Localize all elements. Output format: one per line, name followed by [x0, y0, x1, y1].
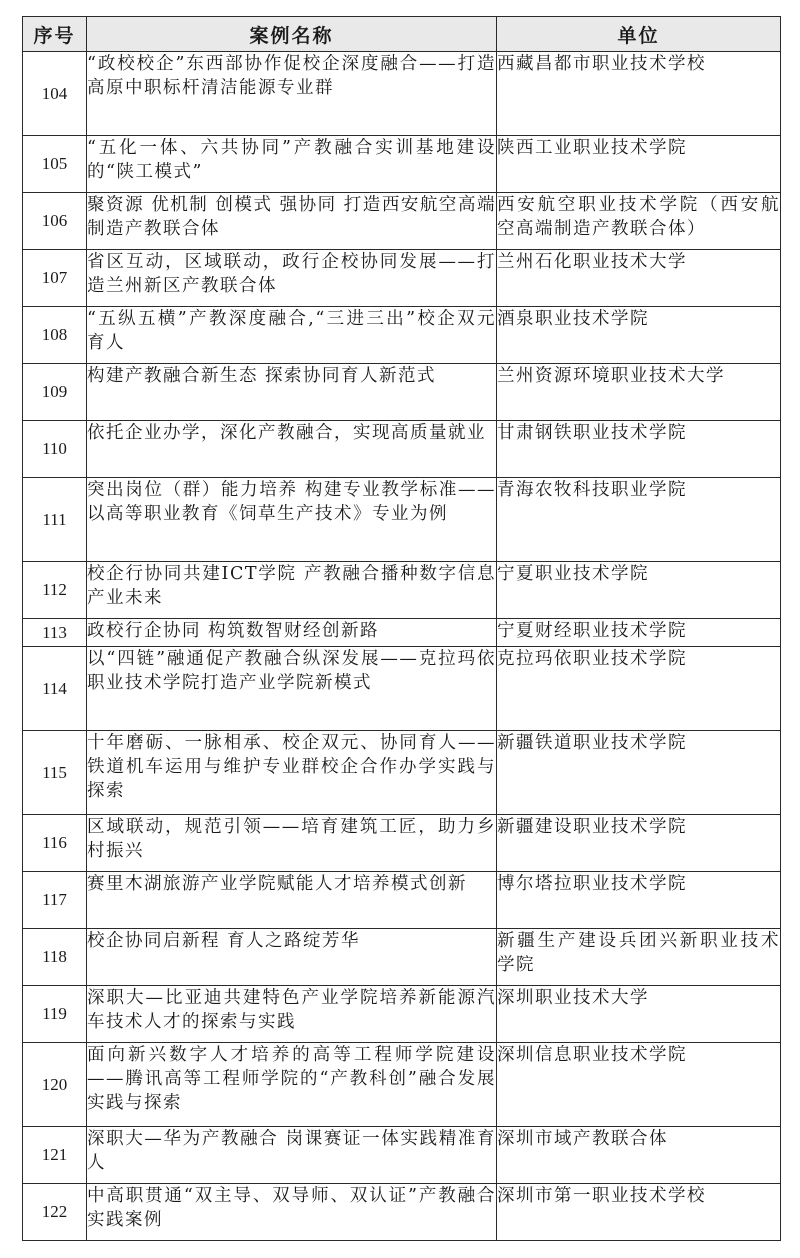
row-case-name: 省区互动，区域联动，政行企校协同发展——打造兰州新区产教联合体: [87, 250, 497, 307]
row-unit: 深圳市域产教联合体: [497, 1127, 781, 1184]
row-no: 104: [23, 52, 87, 136]
row-case-name: 深职大—华为产教融合 岗课赛证一体实践精准育人: [87, 1127, 497, 1184]
row-unit: 西藏昌都市职业技术学校: [497, 52, 781, 136]
row-no: 119: [23, 986, 87, 1043]
row-case-name: “政校校企”东西部协作促校企深度融合——打造高原中职标杆清洁能源专业群: [87, 52, 497, 136]
table-row: [23, 647, 781, 731]
row-unit: 博尔塔拉职业技术学院: [497, 872, 781, 929]
table-row: [23, 193, 781, 250]
table-row: [23, 364, 781, 421]
row-unit: 深圳信息职业技术学院: [497, 1043, 781, 1127]
header-row: [23, 17, 781, 52]
row-case-name: 区域联动，规范引领——培育建筑工匠，助力乡村振兴: [87, 815, 497, 872]
row-no: 105: [23, 136, 87, 193]
row-unit: 新疆建设职业技术学院: [497, 815, 781, 872]
row-unit: 克拉玛依职业技术学院: [497, 647, 781, 731]
table-row: [23, 619, 781, 647]
row-case-name: 依托企业办学，深化产教融合，实现高质量就业: [87, 421, 497, 478]
row-unit: 兰州石化职业技术大学: [497, 250, 781, 307]
row-case-name: 中高职贯通“双主导、双导师、双认证”产教融合实践案例: [87, 1184, 497, 1241]
row-no: 122: [23, 1184, 87, 1241]
table-row: [23, 52, 781, 136]
row-unit: 宁夏职业技术学院: [497, 562, 781, 619]
row-no: 112: [23, 562, 87, 619]
table-row: [23, 250, 781, 307]
row-no: 117: [23, 872, 87, 929]
row-unit: 西安航空职业技术学院（西安航空高端制造产教联合体）: [497, 193, 781, 250]
row-case-name: 政校行企协同 构筑数智财经创新路: [87, 619, 497, 647]
row-case-name: 聚资源 优机制 创模式 强协同 打造西安航空高端制造产教联合体: [87, 193, 497, 250]
row-unit: 深圳市第一职业技术学校: [497, 1184, 781, 1241]
row-no: 110: [23, 421, 87, 478]
row-no: 109: [23, 364, 87, 421]
row-unit: 陕西工业职业技术学院: [497, 136, 781, 193]
header-no: 序号: [23, 17, 87, 52]
row-case-name: “五纵五横”产教深度融合,“三进三出”校企双元育人: [87, 307, 497, 364]
table-row: [23, 1043, 781, 1127]
table-row: [23, 929, 781, 986]
row-unit: 新疆铁道职业技术学院: [497, 731, 781, 815]
row-case-name: 十年磨砺、一脉相承、校企双元、协同育人——铁道机车运用与维护专业群校企合作办学实践与探索: [87, 731, 497, 815]
row-no: 111: [23, 478, 87, 562]
row-unit: 深圳职业技术大学: [497, 986, 781, 1043]
row-no: 120: [23, 1043, 87, 1127]
row-case-name: 赛里木湖旅游产业学院赋能人才培养模式创新: [87, 872, 497, 929]
table-row: [23, 307, 781, 364]
row-no: 106: [23, 193, 87, 250]
row-unit: 新疆生产建设兵团兴新职业技术学院: [497, 929, 781, 986]
document-page: [22, 16, 780, 1241]
row-no: 118: [23, 929, 87, 986]
row-no: 107: [23, 250, 87, 307]
row-case-name: 深职大—比亚迪共建特色产业学院培养新能源汽车技术人才的探索与实践: [87, 986, 497, 1043]
row-no: 116: [23, 815, 87, 872]
row-no: 121: [23, 1127, 87, 1184]
table-row: [23, 421, 781, 478]
row-case-name: “五化一体、六共协同”产教融合实训基地建设的“陕工模式”: [87, 136, 497, 193]
row-unit: 兰州资源环境职业技术大学: [497, 364, 781, 421]
table-row: [23, 731, 781, 815]
header-name: 案例名称: [87, 17, 497, 52]
row-case-name: 校企协同启新程 育人之路绽芳华: [87, 929, 497, 986]
table-row: [23, 872, 781, 929]
header-unit: 单位: [497, 17, 781, 52]
table-row: [23, 986, 781, 1043]
table-row: [23, 562, 781, 619]
row-case-name: 突出岗位（群）能力培养 构建专业教学标准——以高等职业教育《饲草生产技术》专业为例: [87, 478, 497, 562]
row-case-name: 构建产教融合新生态 探索协同育人新范式: [87, 364, 497, 421]
row-unit: 甘肃钢铁职业技术学院: [497, 421, 781, 478]
table-row: [23, 136, 781, 193]
row-no: 108: [23, 307, 87, 364]
row-case-name: 以“四链”融通促产教融合纵深发展——克拉玛依职业技术学院打造产业学院新模式: [87, 647, 497, 731]
case-table: [22, 16, 781, 1241]
table-row: [23, 1184, 781, 1241]
row-unit: 青海农牧科技职业学院: [497, 478, 781, 562]
table-row: [23, 1127, 781, 1184]
row-no: 113: [23, 619, 87, 647]
row-unit: 宁夏财经职业技术学院: [497, 619, 781, 647]
row-no: 114: [23, 647, 87, 731]
row-case-name: 校企行协同共建ICT学院 产教融合播种数字信息产业未来: [87, 562, 497, 619]
row-no: 115: [23, 731, 87, 815]
table-row: [23, 815, 781, 872]
table-row: [23, 478, 781, 562]
row-case-name: 面向新兴数字人才培养的高等工程师学院建设——腾讯高等工程师学院的“产教科创”融合发展实践与探索: [87, 1043, 497, 1127]
row-unit: 酒泉职业技术学院: [497, 307, 781, 364]
